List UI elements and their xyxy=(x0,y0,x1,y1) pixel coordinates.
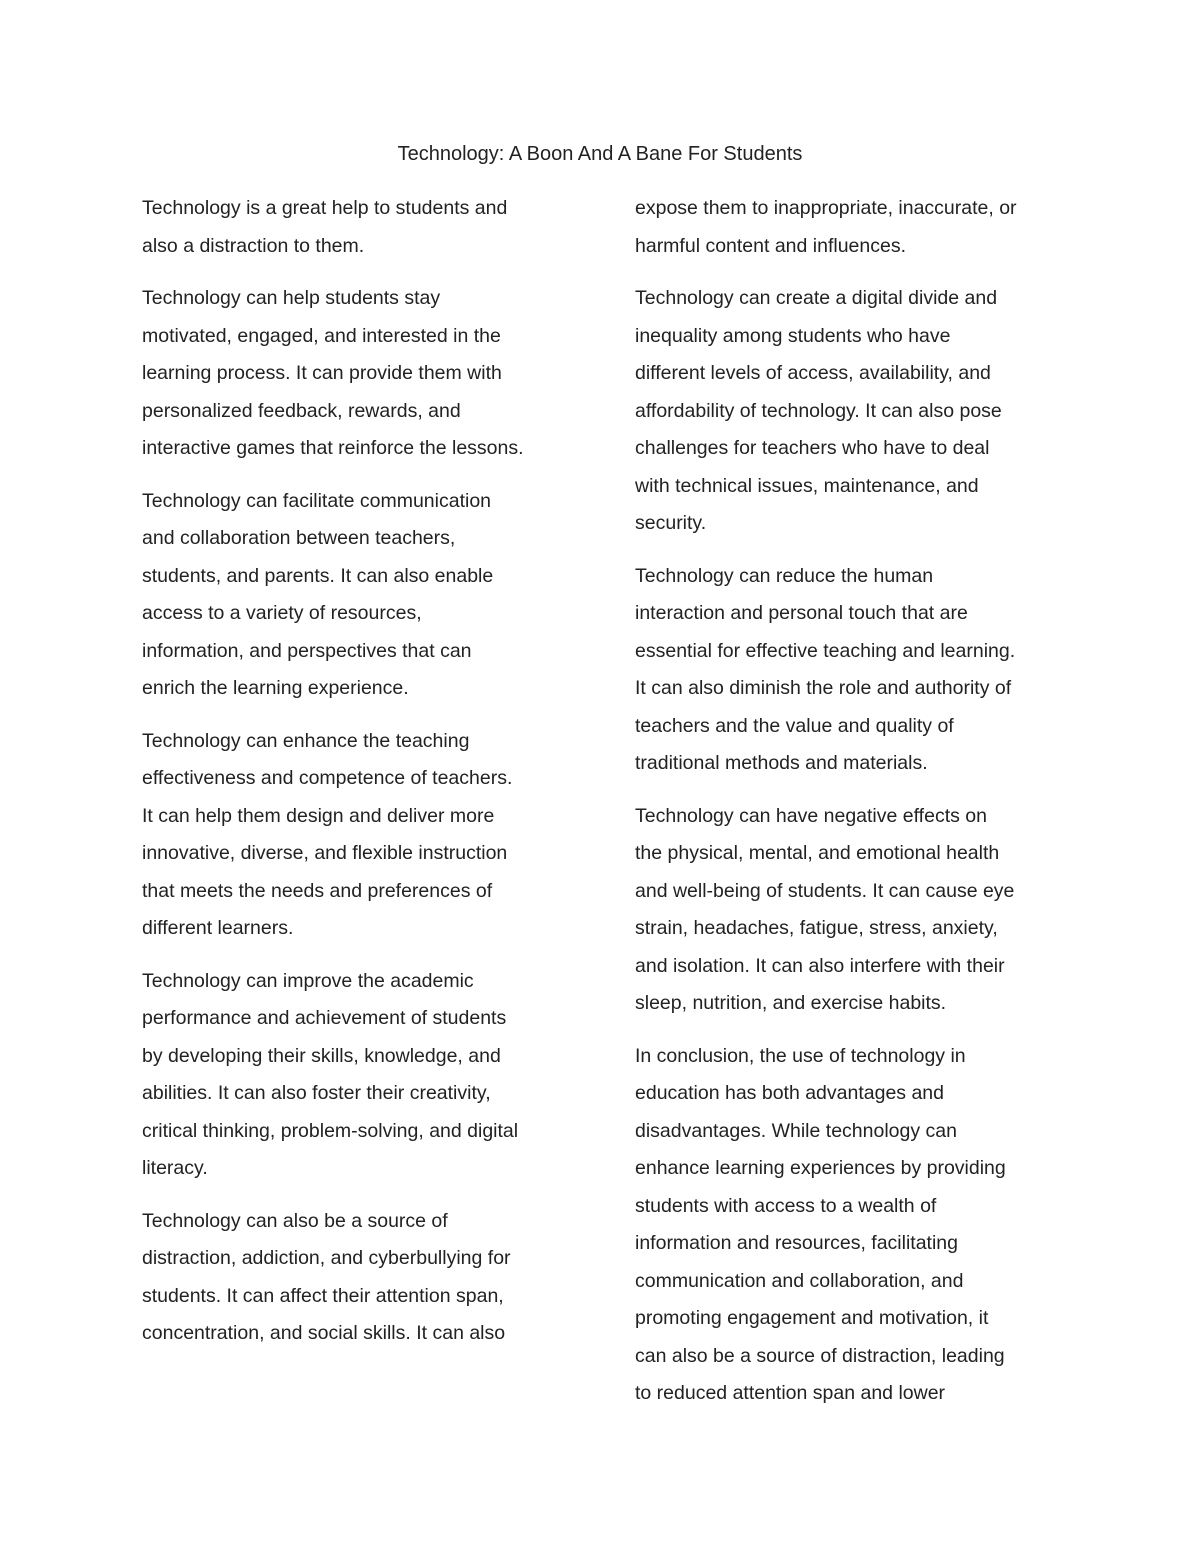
text-line: personalized feedback, rewards, and xyxy=(142,399,461,422)
text-line: education has both advantages and xyxy=(635,1082,945,1104)
text-line: distraction, addiction, and cyberbullying for xyxy=(142,1247,511,1269)
text-line: essential for effective teaching and learning. xyxy=(635,639,1016,662)
paragraph xyxy=(142,723,574,948)
text-line: different learners. xyxy=(142,917,294,939)
text-line: traditional methods and materials. xyxy=(635,752,928,774)
text-line: abilities. It can also foster their creativity, xyxy=(142,1082,491,1104)
paragraph xyxy=(635,190,1071,265)
paragraph xyxy=(635,280,1071,543)
text-line: Technology can facilitate communication xyxy=(142,489,492,512)
text-line: and well-being of students. It can cause eye xyxy=(635,879,1015,902)
document-title: Technology: A Boon And A Bane For Students xyxy=(397,143,803,165)
text-line: Technology can have negative effects on xyxy=(635,804,987,827)
text-line: disadvantages. While technology can xyxy=(635,1119,957,1142)
text-line: and collaboration between teachers, xyxy=(142,527,456,549)
text-line: that meets the needs and preferences of xyxy=(142,879,493,902)
text-line: concentration, and social skills. It can also xyxy=(142,1322,506,1344)
text-line: effectiveness and competence of teachers. xyxy=(142,767,513,789)
text-line: security. xyxy=(635,512,707,534)
text-line: different levels of access, availability, and xyxy=(635,362,991,384)
text-line: Technology can help students stay xyxy=(142,287,441,309)
text-line: It can help them design and deliver more xyxy=(142,804,495,827)
text-line: Technology can enhance the teaching xyxy=(142,729,470,752)
text-line: In conclusion, the use of technology in xyxy=(635,1044,966,1067)
text-line: learning process. It can provide them with xyxy=(142,362,502,384)
text-line: students. It can affect their attention span, xyxy=(142,1284,504,1307)
text-line: the physical, mental, and emotional health xyxy=(635,842,1000,864)
text-line: information, and perspectives that can xyxy=(142,639,472,662)
text-line: expose them to inappropriate, inaccurate, or xyxy=(635,197,1017,219)
paragraph xyxy=(142,963,574,1188)
text-line: interaction and personal touch that are xyxy=(635,602,968,624)
paragraph xyxy=(635,558,1071,783)
text-line: promoting engagement and motivation, it xyxy=(635,1307,989,1329)
paragraph xyxy=(635,798,1071,1023)
text-line: Technology can reduce the human xyxy=(635,564,934,587)
text-line: sleep, nutrition, and exercise habits. xyxy=(635,992,947,1014)
text-line: innovative, diverse, and flexible instruction xyxy=(142,842,508,864)
text-line: with technical issues, maintenance, and xyxy=(635,474,979,497)
paragraph xyxy=(142,483,574,708)
text-line: and isolation. It can also interfere with their xyxy=(635,954,1005,977)
paragraph xyxy=(142,1203,574,1353)
text-line: affordability of technology. It can also pose xyxy=(635,399,1002,422)
text-line: motivated, engaged, and interested in the xyxy=(142,324,501,347)
text-line: harmful content and influences. xyxy=(635,234,907,257)
text-line: by developing their skills, knowledge, and xyxy=(142,1044,501,1067)
paragraph xyxy=(635,1038,1071,1413)
text-line: communication and collaboration, and xyxy=(635,1269,964,1292)
text-line: inequality among students who have xyxy=(635,324,951,347)
text-line: to reduced attention span and lower xyxy=(635,1382,946,1404)
text-line: information and resources, facilitating xyxy=(635,1232,958,1254)
text-line: critical thinking, problem-solving, and digital xyxy=(142,1119,519,1142)
text-line: Technology can also be a source of xyxy=(142,1209,448,1232)
text-line: performance and achievement of students xyxy=(142,1007,507,1029)
paragraph xyxy=(142,280,574,468)
text-line: Technology can improve the academic xyxy=(142,969,474,992)
text-line: challenges for teachers who have to deal xyxy=(635,437,990,459)
text-line: students, and parents. It can also enable xyxy=(142,564,494,587)
text-line: also a distraction to them. xyxy=(142,234,365,257)
right-column xyxy=(635,190,1071,1428)
text-line: enhance learning experiences by providing xyxy=(635,1157,1006,1179)
paragraph xyxy=(142,190,574,265)
text-line: access to a variety of resources, xyxy=(142,602,422,624)
text-line: literacy. xyxy=(142,1157,208,1179)
text-line: students with access to a wealth of xyxy=(635,1194,937,1217)
text-line: enrich the learning experience. xyxy=(142,677,409,699)
text-line: Technology can create a digital divide and xyxy=(635,287,998,309)
left-column xyxy=(142,190,574,1368)
text-line: Technology is a great help to students and xyxy=(142,197,508,219)
text-line: interactive games that reinforce the lessons. xyxy=(142,437,524,459)
text-line: It can also diminish the role and authority of xyxy=(635,677,1012,699)
text-line: can also be a source of distraction, leading xyxy=(635,1344,1005,1367)
text-line: teachers and the value and quality of xyxy=(635,714,954,737)
text-line: strain, headaches, fatigue, stress, anxiety, xyxy=(635,917,998,939)
